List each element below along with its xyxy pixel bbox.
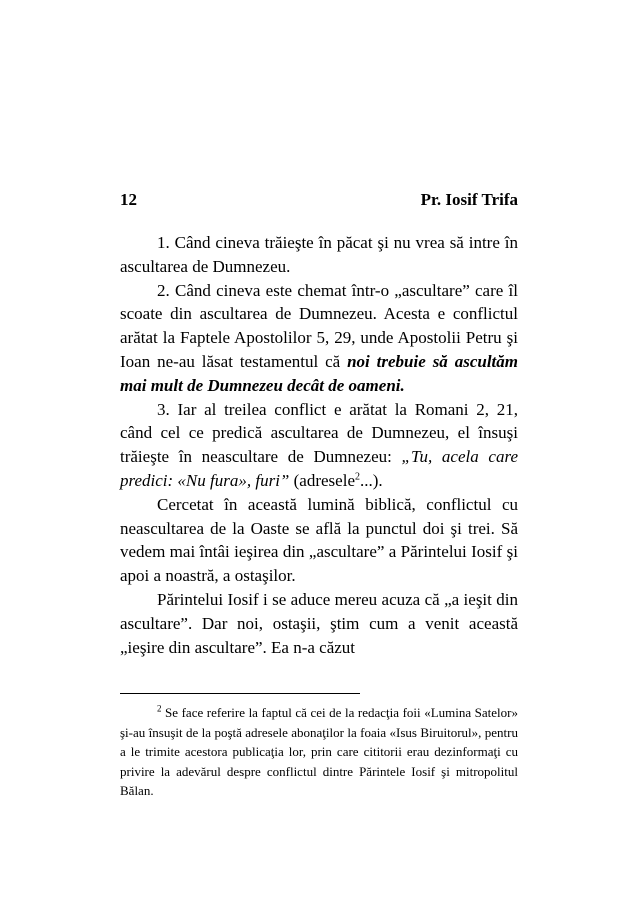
paragraph-3-text: 3. Iar al treilea conflict e arătat la Romani 2, 21, când cel ce predică ascultarea de Dumnezeu, el însuşi trăieşte în neascultare de Dumnezeu: (120, 399, 518, 467)
paragraph-2-text: 2. Când cineva este chemat într-o „ascultare” care îl scoate din ascultarea de Dumnezeu. Acesta e conflictul arătat la Faptele Apostolilor 5, 29, unde Apostolii Petru şi Ioan ne-au lăsat testamentul că (120, 280, 518, 371)
paragraph-4-text: Cercetat în această lumină biblică, conflictul cu neascultarea de la Oaste se află la punctul doi şi trei. Să vedem mai întâi ieşirea din „ascultare” a Părintelui Iosif şi apoi a noastră, a ostaşilor. (120, 494, 518, 586)
paragraph-2-emphasis: noi trebuie să ascultăm mai mult de Dumnezeu decât de oameni (120, 351, 518, 395)
footnote-separator (120, 693, 360, 694)
footnote-text: Se face referire la faptul că cei de la redacţia foii «Lumina Satelor» şi-au însuşit de la poştă adresele abonaţilor la foaia «Isus Biruitorul», pentru a le trimite acestora publicaţia lor, prin care cititorii erau dezinformaţi cu privire la adevărul despre conflictul dintre Părintele Iosif şi mitropolitul Bălan. (120, 705, 518, 799)
paragraph-1-text: 1. Când cineva trăieşte în păcat şi nu vrea să intre în ascultarea de Dumnezeu. (120, 233, 518, 276)
paragraph-5-text: Părintelui Iosif i se aduce mereu acuza că „a ieşit din ascultare”. Dar noi, ostaşii, ştim cum a venit această „ieşire din ascultare”. Ea n-a căzut (120, 589, 518, 657)
footnote-marker: 2 (157, 703, 162, 714)
paragraph-3-quote: „Tu, acela care predici: «Nu fura», furi” (120, 447, 518, 490)
footnote-reference[interactable]: 2 (354, 471, 360, 483)
paragraph-5 (120, 588, 518, 659)
paragraph-2-end: . (400, 375, 405, 395)
paragraph-3-end: ...). (359, 470, 383, 490)
paragraph-2 (120, 279, 518, 398)
paragraph-3 (120, 398, 518, 493)
footnote (120, 703, 518, 801)
paragraph-4 (120, 493, 518, 588)
paragraph-1 (120, 231, 518, 279)
paragraph-3-after-quote: (adresele (289, 470, 355, 490)
running-head-author: Pr. Iosif Trifa (420, 190, 518, 209)
body-text (120, 231, 518, 659)
page-number: 12 (120, 190, 137, 209)
